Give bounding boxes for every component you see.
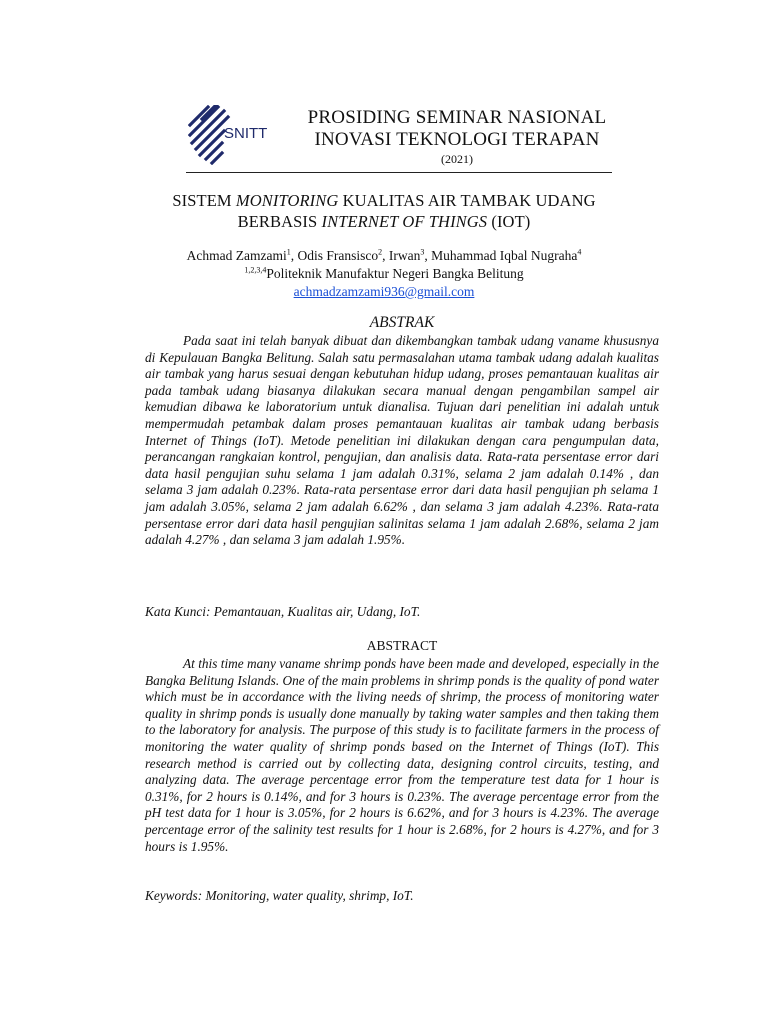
title-text: BERBASIS <box>237 212 322 231</box>
author-list <box>100 247 668 265</box>
page-header <box>0 95 768 175</box>
conference-title <box>292 107 622 167</box>
affiliation-text: Politeknik Manufaktur Negeri Bangka Belitung <box>266 266 524 281</box>
title-text: (IOT) <box>487 212 531 231</box>
email-row <box>100 283 668 301</box>
author-email-link[interactable]: achmadzamzami936@gmail.com <box>293 284 475 299</box>
abstract-section <box>145 636 659 855</box>
author-superscript: 2 <box>378 247 383 257</box>
abstrak-keywords: Kata Kunci: Pemantauan, Kualitas air, Udang, IoT. <box>145 604 421 619</box>
author-name: , Muhammad Iqbal Nugraha <box>424 248 578 263</box>
author-name: Achmad Zamzami <box>186 248 287 263</box>
author-name: , Odis Fransisco <box>290 248 379 263</box>
title-text: KUALITAS AIR TAMBAK UDANG <box>338 191 596 210</box>
conference-title-line2: INOVASI TEKNOLOGI TERAPAN <box>314 129 600 150</box>
paper-title-line2 <box>100 211 668 232</box>
author-name: , Irwan <box>382 248 421 263</box>
abstract-body: At this time many vaname shrimp ponds have been made and developed, especially in the Bangka Belitung Islands. One of the main problems in shrimp ponds is the quality of pond water which must be in accordance with the living needs of shrimp, the process of monitoring water quality in shrimp ponds is usually done manually by taking water samples and then taking them to the laboratory for analysis. The purpose of this study is to facilitate farmers in the process of monitoring the water quality of shrimp ponds based on the Internet of Things (IoT). This research method is carried out by collecting data, designing control circuits, testing, and analyzing data. The average percentage error from the temperature test data for 1 hour is 0.31%, for 2 hours is 0.14%, and for 3 hours is 0.23%. The average percentage error from the pH test data for 1 hour is 3.05%, for 2 hours is 6.62%, and for 3 hours is 4.23%. The average percentage error of the salinity test results for 1 hour is 2.68%, for 2 hours is 4.27%, and for 3 hours is 1.95%. <box>145 656 659 854</box>
abstrak-heading: ABSTRAK <box>369 314 435 331</box>
abstrak-body: Pada saat ini telah banyak dibuat dan dikembangkan tambak udang vaname khususnya di Kepulauan Bangka Belitung. Salah satu permasalahan utama tambak udang adalah kualitas air tambak yang harus sesuai dengan kebutuhan hidup udang, proses pemantauan kualitas air pada tambak udang biasanya dilakukan secara manual dengan pengambilan sampel air kemudian dibawa ke laboratorium untuk dianalisa. Tujuan dari penelitian ini adalah untuk mempermudah petambak dalam proses pemantauan kualitas air tambak udang berbasis Internet of Things (IoT). Metode penelitian ini dilakukan dengan cara pengumpulan data, perancangan rangkaian kontrol, pengujian, dan analisis data. Rata-rata persentase error dari data hasil pengujian suhu selama 1 jam adalah 0.31%, selama 2 jam adalah 0.14% , dan selama 3 jam adalah 0.23%. Rata-rata persentase error dari data hasil pengujian ph selama 1 jam adalah 3.05%, selama 2 jam adalah 6.62% , dan selama 3 jam adalah 4.23%. Rata-rata persentase error dari data hasil pengujian salinitas selama 1 jam adalah 2.68%, selama 2 jam adalah 4.27% , dan selama 3 jam adalah 1.95%. <box>145 333 659 548</box>
abstrak-keywords-row <box>145 603 659 620</box>
title-italic-text: INTERNET OF THINGS <box>321 212 488 231</box>
abstract-keywords: Keywords: Monitoring, water quality, shrimp, IoT. <box>145 888 414 903</box>
author-superscript: 4 <box>577 247 582 257</box>
author-superscript: 3 <box>420 247 425 257</box>
abstrak-section <box>145 313 659 549</box>
conference-title-line1: PROSIDING SEMINAR NASIONAL <box>307 107 607 128</box>
abstract-keywords-row <box>145 887 659 904</box>
affiliation <box>100 265 668 283</box>
paper-title-line1 <box>100 190 668 211</box>
author-superscript: 1 <box>286 247 291 257</box>
conference-year: (2021) <box>441 152 473 166</box>
abstract-heading: ABSTRACT <box>366 638 438 653</box>
title-text: SISTEM <box>172 191 236 210</box>
header-divider <box>186 172 612 173</box>
logo-text: SNITT <box>224 125 268 142</box>
author-block <box>100 247 668 301</box>
title-italic-text: MONITORING <box>235 191 339 210</box>
paper-title <box>100 190 668 232</box>
affiliation-superscript: 1,2,3,4 <box>244 265 267 275</box>
